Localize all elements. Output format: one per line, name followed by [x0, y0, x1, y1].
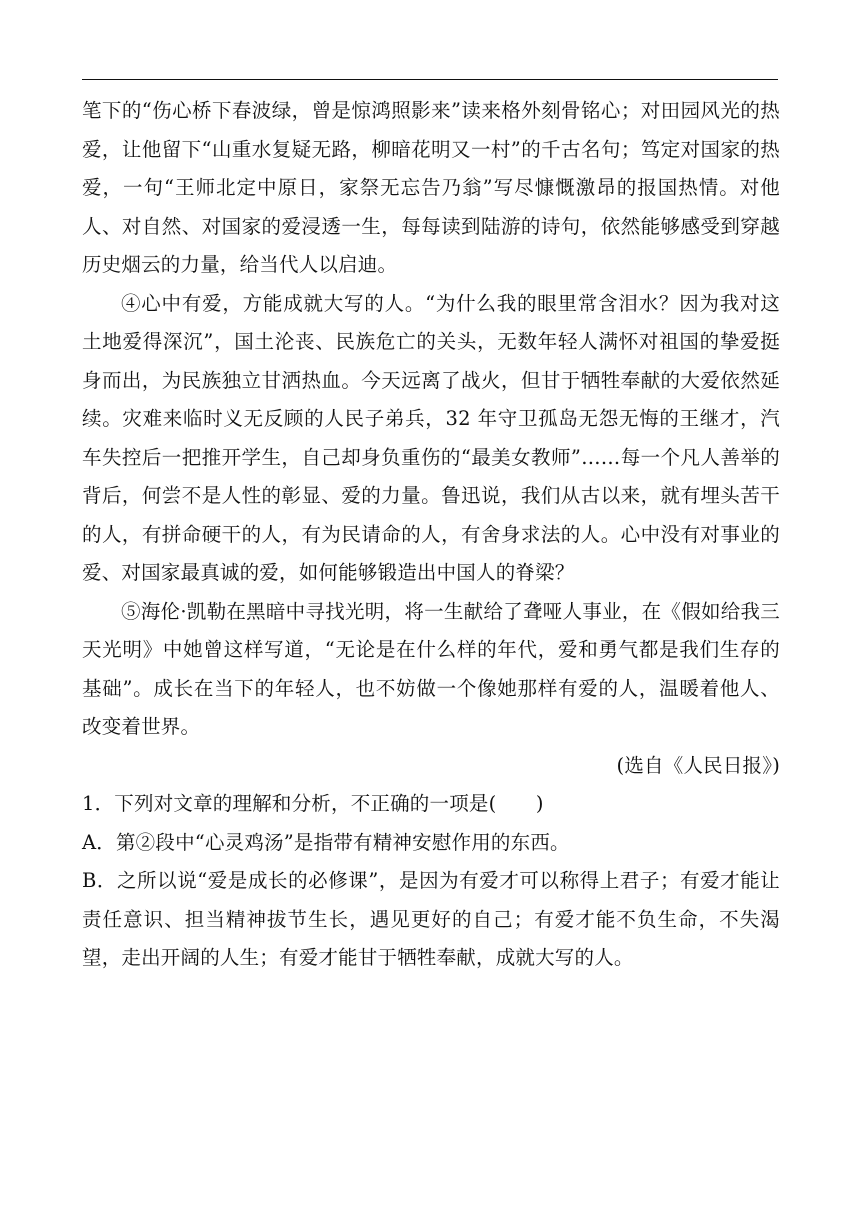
question-1-stem: 1．下列对文章的理解和分析，不正确的一项是( )	[82, 792, 544, 815]
source-citation: (选自《人民日报》)	[616, 753, 780, 777]
paragraph-continuation: 笔下的“伤心桥下春波绿，曾是惊鸿照影来”读来格外刻骨铭心；对田园风光的热爱，让他留下“山重水复疑无路，柳暗花明又一村”的千古名句；笃定对国家的热爱，一句“王师北定中原日，家祭无忘告乃翁”写尽慷慨激昂的报国热情。对他人、对自然、对国家的爱浸透一生，每每读到陆游的诗句，依然能够感受到穿越历史烟云的力量，给当代人以启迪。	[82, 99, 780, 276]
document-body	[82, 92, 780, 978]
question-1-option-a: A．第②段中“心灵鸡汤”是指带有精神安慰作用的东西。	[82, 830, 570, 854]
header-rule	[82, 79, 778, 80]
paragraph-4: ④心中有爱，方能成就大写的人。“为什么我的眼里常含泪水？因为我对这土地爱得深沉”，国土沦丧、民族危亡的关头，无数年轻人满怀对祖国的挚爱挺身而出，为民族独立甘洒热血。今天远离了战火，但甘于牺牲奉献的大爱依然延续。灾难来临时义无反顾的人民子弟兵，32 年守卫孤岛无怨无悔的王继才，汽车失控后一把推开学生，自己却身负重伤的“最美女教师”……每一个凡人善举的背后，何尝不是人性的彰显、爱的力量。鲁迅说，我们从古以来，就有埋头苦干的人，有拼命硬干的人，有为民请命的人，有舍身求法的人。心中没有对事业的爱、对国家最真诚的爱，如何能够锻造出中国人的脊梁？	[82, 291, 780, 584]
question-1-option-b: B．之所以说“爱是成长的必修课”，是因为有爱才可以称得上君子；有爱才能让责任意识、担当精神拔节生长，遇见更好的自己；有爱才能不负生命，不失渴望，走出开阔的人生；有爱才能甘于牺牲奉献，成就大写的人。	[82, 869, 780, 969]
paragraph-5: ⑤海伦·凯勒在黑暗中寻找光明，将一生献给了聋哑人事业，在《假如给我三天光明》中她曾这样写道，“无论是在什么样的年代，爱和勇气都是我们生存的基础”。成长在当下的年轻人，也不妨做一个像她那样有爱的人，温暖着他人、改变着世界。	[82, 599, 780, 738]
